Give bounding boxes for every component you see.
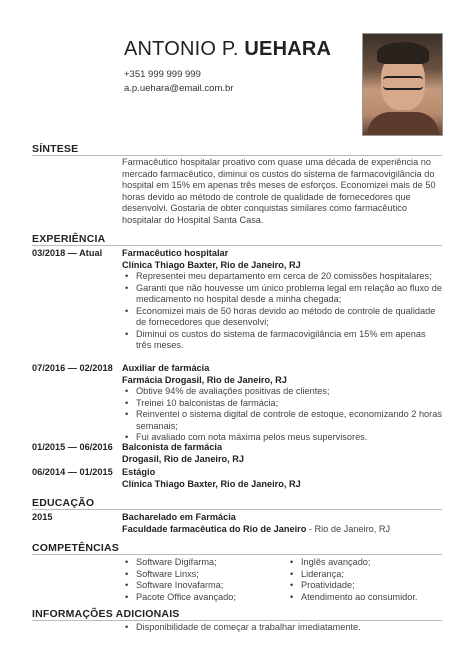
list-item: • Inglês avançado; [301, 557, 452, 569]
additional-info [122, 622, 442, 634]
school-name: Faculdade farmacêutica do Rio de Janeiro [122, 523, 307, 534]
education-year: 2015 [32, 512, 53, 522]
job-org: Clínica Thiago Baxter, Rio de Janeiro, RJ [122, 478, 301, 489]
profile-photo [362, 33, 443, 136]
list-item: • Fui avaliado com nota máxima pelos meus supervisores. [136, 432, 442, 444]
job-title: Auxiliar de farmácia [122, 363, 210, 373]
job-title: Balconista de farmácia [122, 442, 223, 452]
section-divider [32, 155, 442, 156]
job-title: Farmacêutico hospitalar [122, 248, 229, 258]
additional-heading: INFORMAÇÕES ADICIONAIS [32, 608, 180, 620]
section-divider [32, 509, 442, 510]
school-line [122, 524, 442, 536]
job-bullets [122, 386, 442, 444]
job-org: Clínica Thiago Baxter, Rio de Janeiro, RJ [122, 259, 301, 270]
last-name: UEHARA [244, 38, 332, 60]
job-bullets [122, 271, 442, 352]
list-item: • Diminui os custos do sistema de farmacovigilância em 15% em apenas três meses. [136, 329, 442, 352]
list-item: • Economizei mais de 50 horas devido ao método de controle de qualidade de fornecedores que desenvolvi; [136, 306, 442, 329]
list-item: • Software Linxs; [136, 569, 287, 581]
list-item: • Representei meu departamento em cerca de 20 comissões hospitalares; [136, 271, 442, 283]
degree: Bacharelado em Farmácia [122, 512, 236, 522]
job-org: Drogasil, Rio de Janeiro, RJ [122, 453, 245, 464]
list-item: • Atendimento ao consumidor. [301, 592, 452, 604]
contact-info [124, 68, 331, 96]
section-divider [32, 620, 442, 621]
list-item: • Liderança; [301, 569, 452, 581]
list-item: • Disponibilidade de começar a trabalhar imediatamente. [136, 622, 442, 634]
job-entry [122, 442, 442, 465]
education-entry [122, 512, 442, 535]
first-name: ANTONIO P. [124, 38, 239, 60]
skills-list [122, 557, 452, 603]
list-item: • Treinei 10 balconistas de farmácia; [136, 398, 442, 410]
section-divider [32, 245, 442, 246]
job-dates: 07/2016 — 02/2018 [32, 363, 113, 373]
phone-number: +351 999 999 999 [124, 69, 201, 80]
candidate-name [124, 38, 331, 60]
job-entry [122, 467, 442, 490]
school-location: - Rio de Janeiro, RJ [306, 523, 391, 534]
experience-heading: EXPERIÊNCIA [32, 233, 106, 245]
job-entry [122, 363, 442, 444]
additional-list [122, 622, 442, 634]
job-dates: 03/2018 — Atual [32, 248, 103, 258]
summary-text: Farmacêutico hospitalar proativo com quase uma década de experiência no mercado farmacêutico, diminui os custos do sistema de farmacovigilância do hospital em 15% em apenas três meses de esforços. Economizei mais de 50 horas devido ao método de controle de qualidade de fornecedores que desenvolvi. Gostaria de obter conquistas similares como farmacêutico hospitalar do Hospital Santa Casa. [122, 157, 436, 225]
job-dates: 01/2015 — 06/2016 [32, 442, 113, 452]
skills-heading: COMPETÊNCIAS [32, 542, 119, 554]
list-item: • Software Inovafarma; [136, 580, 287, 592]
list-item: • Reinventei o sistema digital de controle de estoque, economizando 2 horas semanais; [136, 409, 442, 432]
job-entry [122, 248, 442, 352]
job-dates: 06/2014 — 01/2015 [32, 467, 113, 477]
list-item: • Pacote Office avançado; [136, 592, 287, 604]
job-org: Farmácia Drogasil, Rio de Janeiro, RJ [122, 374, 287, 385]
resume-header [124, 38, 331, 96]
summary-heading: SÍNTESE [32, 143, 79, 155]
section-divider [32, 554, 442, 555]
email-address[interactable]: a.p.uehara@email.com.br [124, 83, 234, 94]
list-item: • Garanti que não houvesse um único problema legal em relação ao fluxo de medicamento no hospital desde a minha chegada; [136, 283, 442, 306]
skills-column-left [122, 557, 287, 603]
list-item: • Obtive 94% de avaliações positivas de clientes; [136, 386, 442, 398]
skills-column-right [287, 557, 452, 603]
list-item: • Proatividade; [301, 580, 452, 592]
job-title: Estágio [122, 467, 156, 477]
education-heading: EDUCAÇÃO [32, 497, 95, 509]
list-item: • Software Digifarma; [136, 557, 287, 569]
